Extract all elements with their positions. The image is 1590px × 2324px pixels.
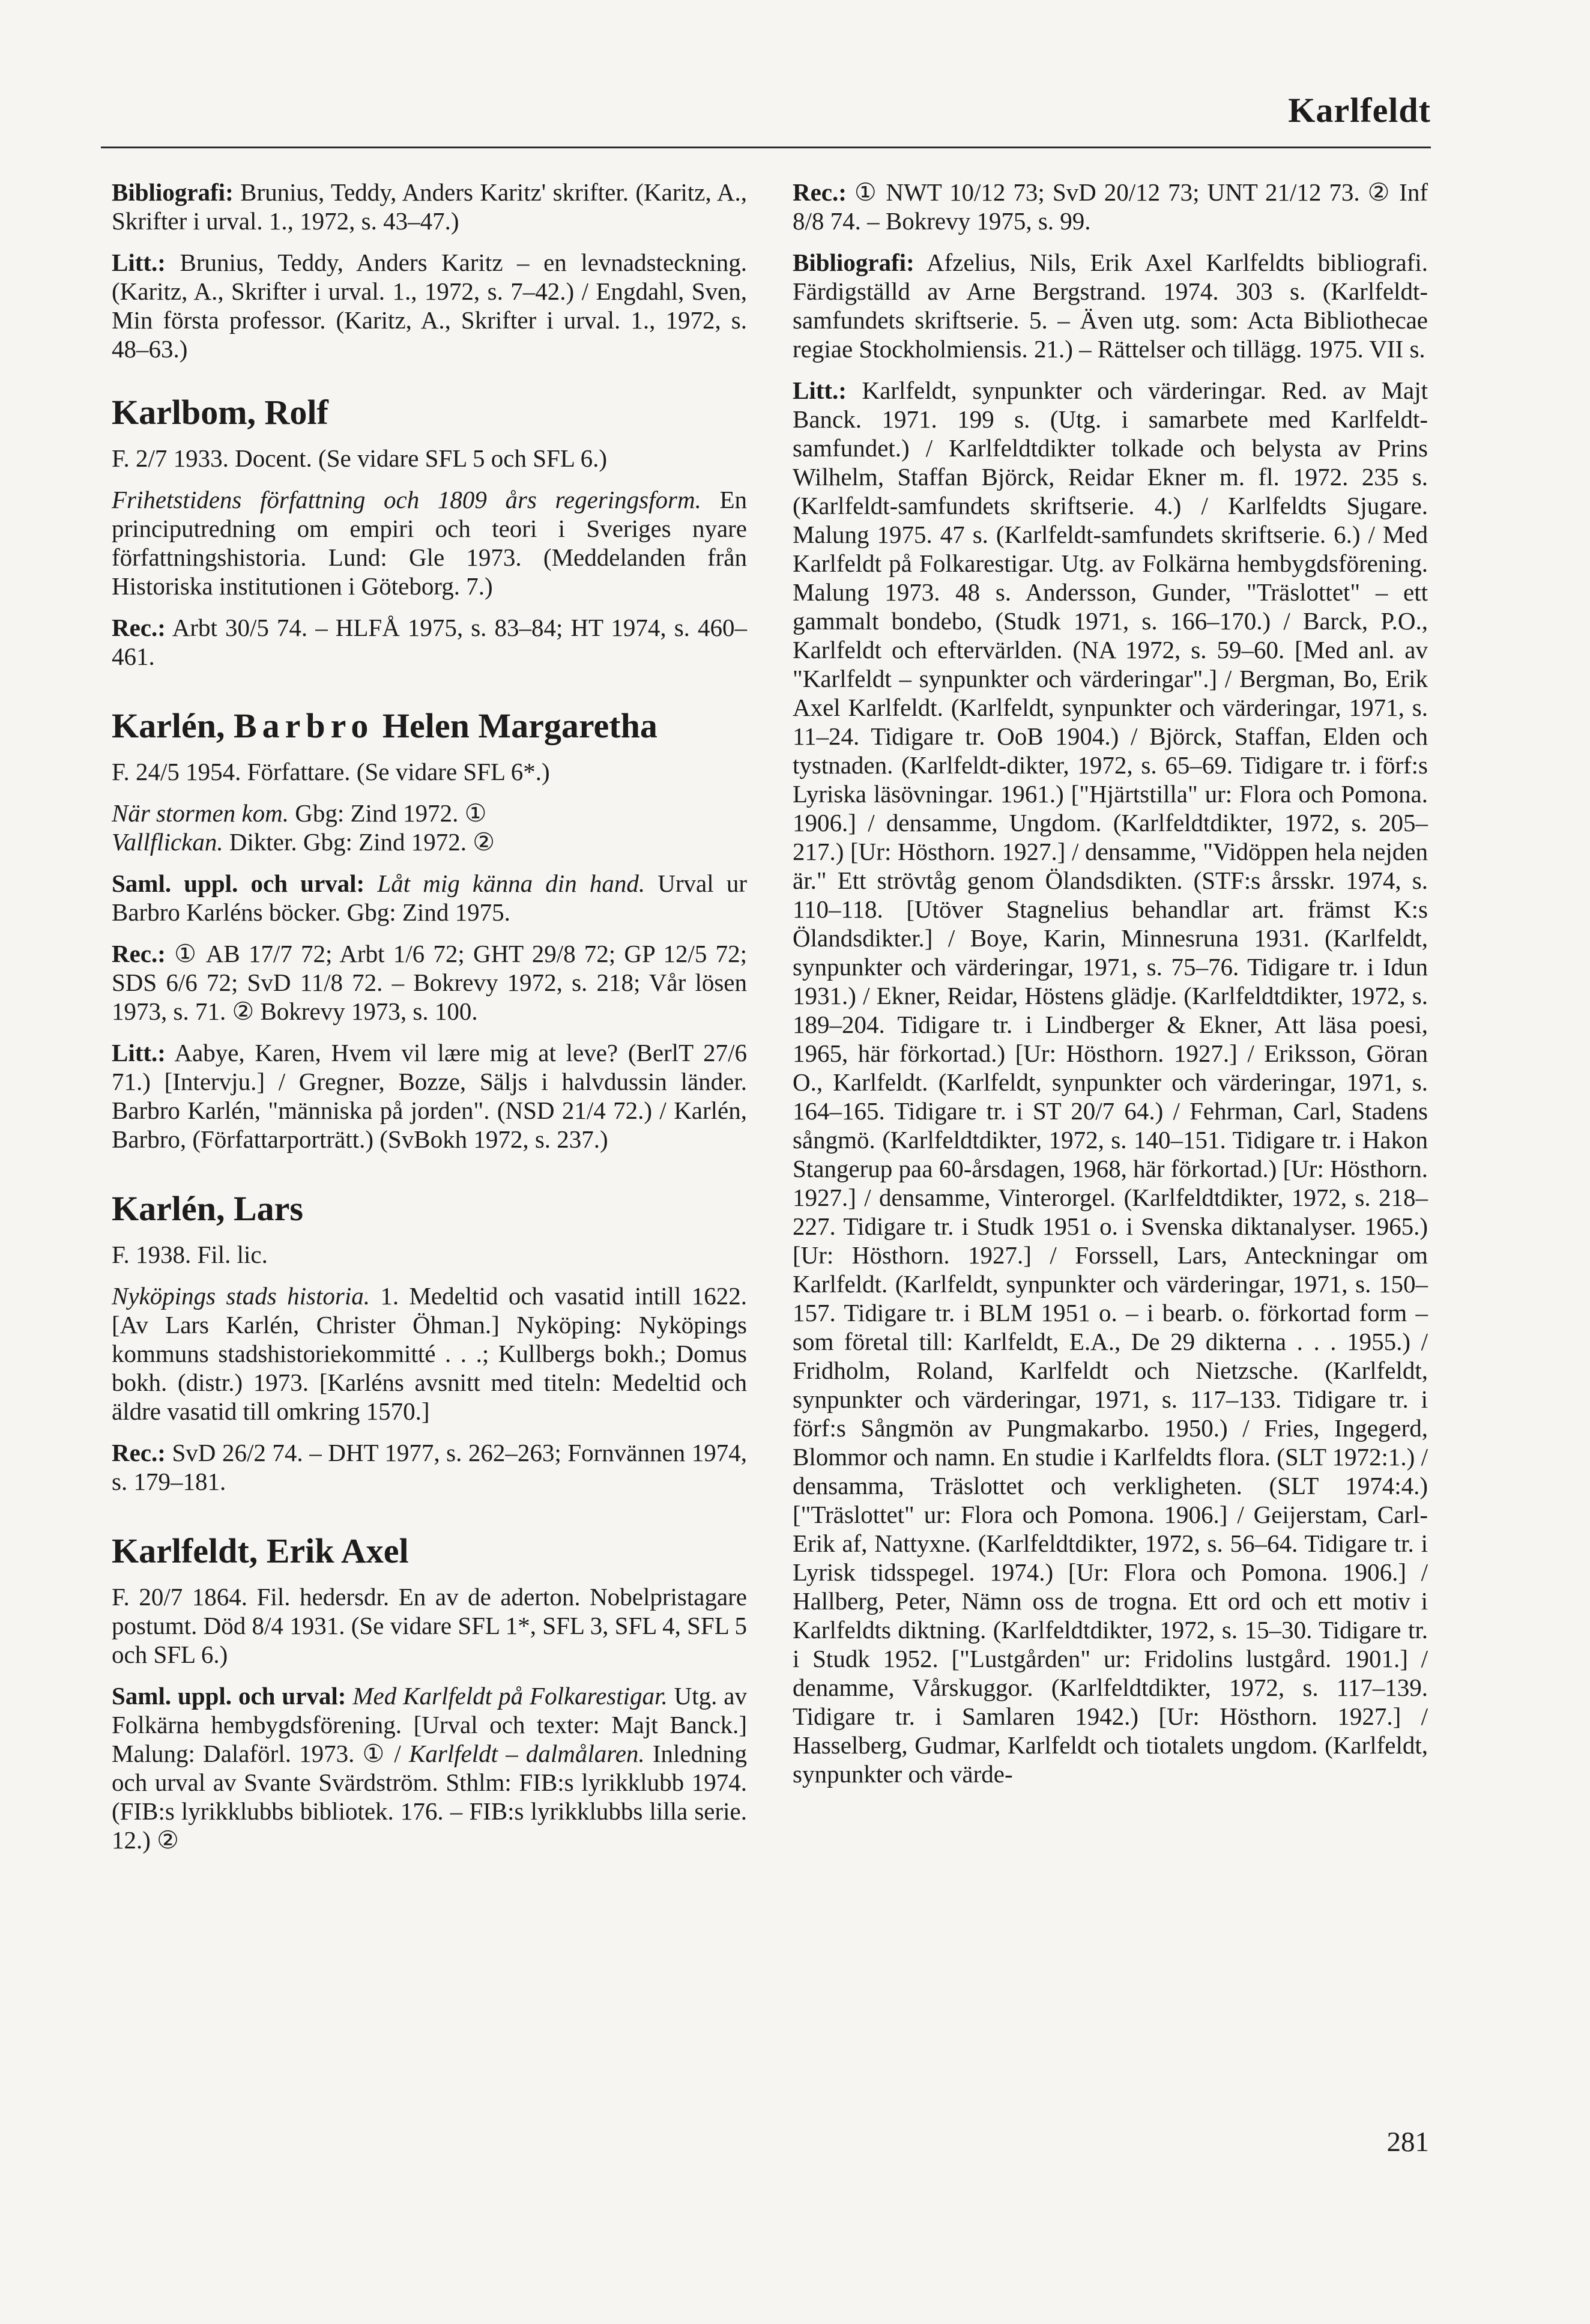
- entry-karlen-barbro: [112, 706, 747, 1154]
- review-label: Rec.:: [793, 178, 847, 206]
- heading-rest: Helen Margaretha: [373, 706, 657, 745]
- review-paragraph: [793, 178, 1428, 235]
- bibliography-label: Bibliografi:: [112, 178, 234, 206]
- collected-label: Saml. uppl. och urval:: [112, 1682, 346, 1710]
- works-paragraph: [112, 799, 747, 856]
- review-paragraph: [112, 1438, 747, 1496]
- collected-paragraph: [112, 869, 747, 927]
- running-head: Karlfeldt: [1288, 91, 1431, 130]
- literature-label: Litt.:: [793, 377, 847, 404]
- bibliography-label: Bibliografi:: [793, 249, 914, 276]
- work-text: Gbg: Zind 1972. ①: [288, 799, 487, 827]
- collected-title-2: Karlfeldt – dalmålaren.: [408, 1740, 645, 1767]
- review-text: SvD 26/2 74. – DHT 1977, s. 262–263; Fornvännen 1974, s. 179–181.: [112, 1439, 747, 1495]
- entry-bio: F. 2/7 1933. Docent. (Se vidare SFL 5 och SFL 6.): [112, 444, 608, 472]
- review-paragraph: [112, 939, 747, 1026]
- entry-karlen-lars: [112, 1188, 747, 1496]
- literature-label: Litt.:: [112, 1039, 166, 1067]
- left-column: [112, 178, 747, 1867]
- literature-text: Brunius, Teddy, Anders Karitz – en levnadsteckning. (Karitz, A., Skrifter i urval. 1., 1972, s. 7–42.) / Engdahl, Sven, Min första professor. (Karitz, A., Skrifter i urval. 1., 1972, s. 48–63.): [112, 249, 747, 363]
- literature-paragraph: [112, 248, 747, 363]
- review-label: Rec.:: [112, 614, 166, 641]
- bibliography-paragraph: [112, 178, 747, 235]
- entry-bio: F. 24/5 1954. Författare. (Se vidare SFL 6*.): [112, 758, 550, 785]
- right-column: [793, 178, 1428, 1801]
- work-paragraph: [112, 485, 747, 601]
- bibliography-text: Afzelius, Nils, Erik Axel Karlfeldts bibliografi. Färdigställd av Arne Bergstrand. 1974. 303 s. (Karlfeldt-samfundets skriftserie. 5. – Även utg. som: Acta Bibliothecae regiae Stockholmiensis. 21.) – Rättelser och tillägg. 1975. VII s.: [793, 249, 1428, 363]
- work-title: Nyköpings stads historia.: [112, 1282, 370, 1310]
- review-text: ① AB 17/7 72; Arbt 1/6 72; GHT 29/8 72; GP 12/5 72; SDS 6/6 72; SvD 11/8 72. – Bokrevy 1972, s. 218; Vår lösen 1973, s. 71. ② Bokrevy 1973, s. 100.: [112, 940, 747, 1025]
- collected-text: Utg. av Folkärna hembygdsförening. [Urval och texter: Majt Banck.] Malung: Dalaförl. 1973. ① /: [112, 1682, 747, 1767]
- entry-heading: [112, 706, 747, 746]
- collected-text-2: Inledning och urval av Svante Svärdström. Sthlm: FIB:s lyrikklubb 1974. (FIB:s lyrikklubbs bibliotek. 176. – FIB:s lyrikklubbs lilla serie. 12.) ②: [112, 1740, 747, 1854]
- literature-paragraph: [112, 1038, 747, 1154]
- work-title: Vallflickan.: [112, 828, 223, 856]
- collected-title: Låt mig känna din hand.: [364, 870, 645, 897]
- review-paragraph: [112, 613, 747, 671]
- work-text: 1. Medeltid och vasatid intill 1622. [Av Lars Karlén, Christer Öhman.] Nyköping: Nyköpings kommuns stadshistoriekommitté . . .; Kullbergs bokh.; Domus bokh. (distr.) 1973. [Karléns avsnitt med titeln: Medeltid och äldre vasatid till omkring 1570.]: [112, 1282, 747, 1425]
- entry-bio: F. 20/7 1864. Fil. hedersdr. En av de aderton. Nobelpristagare postumt. Död 8/4 1931. (Se vidare SFL 1*, SFL 3, SFL 4, SFL 5 och SFL 6.): [112, 1583, 747, 1668]
- work-text: En principutredning om empiri och teori i Sveriges nyare författningshistoria. Lund: Gle 1973. (Meddelanden från Historiska institutionen i Göteborg. 7.): [112, 486, 747, 600]
- work-title: När stormen kom.: [112, 799, 289, 827]
- bibliography-paragraph: [793, 248, 1428, 363]
- review-label: Rec.:: [112, 940, 166, 967]
- collected-title: Med Karlfeldt på Folkarestigar.: [346, 1682, 668, 1710]
- heading-surname: Karlén,: [112, 706, 234, 745]
- work-title: Frihetstidens författning och 1809 års regeringsform.: [112, 486, 701, 513]
- entry-heading: Karlén, Lars: [112, 1189, 303, 1228]
- work-paragraph: [112, 1282, 747, 1426]
- collected-paragraph: [112, 1681, 747, 1854]
- literature-paragraph: [793, 376, 1428, 1788]
- work-text: Dikter. Gbg: Zind 1972. ②: [223, 828, 495, 856]
- entry-karlbom: [112, 392, 747, 671]
- review-text: ① NWT 10/12 73; SvD 20/12 73; UNT 21/12 73. ② Inf 8/8 74. – Bokrevy 1975, s. 99.: [793, 178, 1428, 235]
- entry-bio: F. 1938. Fil. lic.: [112, 1241, 268, 1268]
- collected-text: Urval ur Barbro Karléns böcker. Gbg: Zind 1975.: [112, 870, 747, 926]
- literature-text: Aabye, Karen, Hvem vil lære mig at leve? (BerlT 27/6 71.) [Intervju.] / Gregner, Bozze, Säljs i halvdussin länder. Barbro Karlén, "människa på jorden". (NSD 21/4 72.) / Karlén, Barbro, (Författarporträtt.) (SvBokh 1972, s. 237.): [112, 1039, 747, 1153]
- literature-label: Litt.:: [112, 249, 166, 276]
- collected-label: Saml. uppl. och urval:: [112, 870, 365, 897]
- heading-spaced-name: Barbro: [233, 706, 374, 745]
- review-label: Rec.:: [112, 1439, 166, 1466]
- entry-heading: Karlbom, Rolf: [112, 393, 328, 432]
- page-number: 281: [1386, 2126, 1429, 2158]
- entry-karlfeldt: [112, 1531, 747, 1854]
- entry-heading: Karlfeldt, Erik Axel: [112, 1531, 409, 1570]
- literature-text: Karlfeldt, synpunkter och värderingar. Red. av Majt Banck. 1971. 199 s. (Utg. i samarbete med Karlfeldt-samfundet.) / Karlfeldtdikter tolkade och belysta av Prins Wilhelm, Staffan Björck, Reidar Ekner m. fl. 1972. 235 s. (Karlfeldt-samfundets skriftserie. 4.) / Karlfeldts Sjugare. Malung 1975. 47 s. (Karlfeldt-samfundets skriftserie. 6.) / Med Karlfeldt på Folkarestigar. Utg. av Folkärna hembygdsförening. Malung 1973. 48 s. Andersson, Gunder, "Träslottet" – ett gammalt bondebo, (Studk 1971, s. 166–170.) / Barck, P.O., Karlfeldt och eftervärlden. (NA 1972, s. 59–60. [Med anl. av "Karlfeldt – synpunkter och värderingar".] / Bergman, Bo, Erik Axel Karlfeldt. (Karlfeldt, synpunkter och värderingar, 1971, s. 11–24. Tidigare tr. OoB 1904.) / Björck, Staffan, Elden och tystnaden. (Karlfeldt-dikter, 1972, s. 65–69. Tidigare tr. i förf:s Lyriska läsövningar. 1961.) ["Hjärtstilla" ur: Flora och Pomona. 1906.] / densamme, Ungdom. (Karlfeldtdikter, 1972, s. 205–217.) [Ur: Hösthorn. 1927.] / densamme, "Vidöppen hela nejden är." Ett strövtåg genom Ölandsdikten. (STF:s årsskr. 1974, s. 110–118. [Utöver Stagnelius behandlar art. främst K:s Ölandsdikter.] / Boye, Karin, Minnesruna 1931. (Karlfeldt, synpunkter och värderingar, 1971, s. 75–76. Tidigare tr. i Idun 1931.) / Ekner, Reidar, Höstens glädje. (Karlfeldtdikter, 1972, s. 189–204. Tidigare tr. i Lindberger & Ekner, Att läsa poesi, 1965, här förkortad.) [Ur: Hösthorn. 1927.] / Eriksson, Göran O., Karlfeldt. (Karlfeldt, synpunkter och värderingar, 1971, s. 164–165. Tidigare tr. i ST 20/7 64.) / Fehrman, Carl, Stadens sångmö. (Karlfeldtdikter, 1972, s. 140–151. Tidigare tr. i Hakon Stangerup paa 60-årsdagen, 1968, här förkortad.) [Ur: Hösthorn. 1927.] / densamme, Vinterorgel. (Karlfeldtdikter, 1972, s. 218–227. Tidigare tr. i Studk 1951 o. i Svenska diktanalyser. 1965.) [Ur: Hösthorn. 1927.] / Forssell, Lars, Anteckningar om Karlfeldt. (Karlfeldt, synpunkter och värderingar, 1971, s. 150–157. Tidigare tr. i BLM 1951 o. – i bearb. o. förkortad form – som företal till: Karlfeldt, E.A., De 29 dikterna . . . 1955.) / Fridholm, Roland, Karlfeldt och Nietzsche. (Karlfeldt, synpunkter och värderingar, 1971, s. 117–133. Tidigare tr. i förf:s Sångmön av Pungmakarbo. 1950.) / Fries, Ingegerd, Blommor och namn. En studie i Karlfeldts flora. (SLT 1972:1.) / densamma, Träslottet och verkligheten. (SLT 1974:4.) ["Träslottet" ur: Flora och Pomona. 1906.] / Geijerstam, Carl-Erik af, Nattyxne. (Karlfeldtdikter, 1972, s. 56–64. Tidigare tr. i Lyrisk tidsspegel. 1974.) [Ur: Flora och Pomona. 1906.] / Hallberg, Peter, Nämn oss de trogna. Ett ord och ett motiv i Karlfeldts diktning. (Karlfeldtdikter, 1972, s. 15–30. Tidigare tr. i Studk 1952. ["Lustgården" ur: Fridolins lustgård. 1901.] / denamme, Vårskuggor. (Karlfeldtdikter, 1972, s. 117–139. Tidigare tr. i Samlaren 1942.) [Ur: Hösthorn. 1927.] / Hasselberg, Gudmar, Karlfeldt och tiotalets ungdom. (Karlfeldt, synpunkter och värde-: [793, 377, 1428, 1788]
- page-header: [101, 90, 1431, 148]
- review-text: Arbt 30/5 74. – HLFÅ 1975, s. 83–84; HT 1974, s. 460–461.: [112, 614, 747, 670]
- bibliography-text: Brunius, Teddy, Anders Karitz' skrifter. (Karitz, A., Skrifter i urval. 1., 1972, s. 43–47.): [112, 178, 747, 235]
